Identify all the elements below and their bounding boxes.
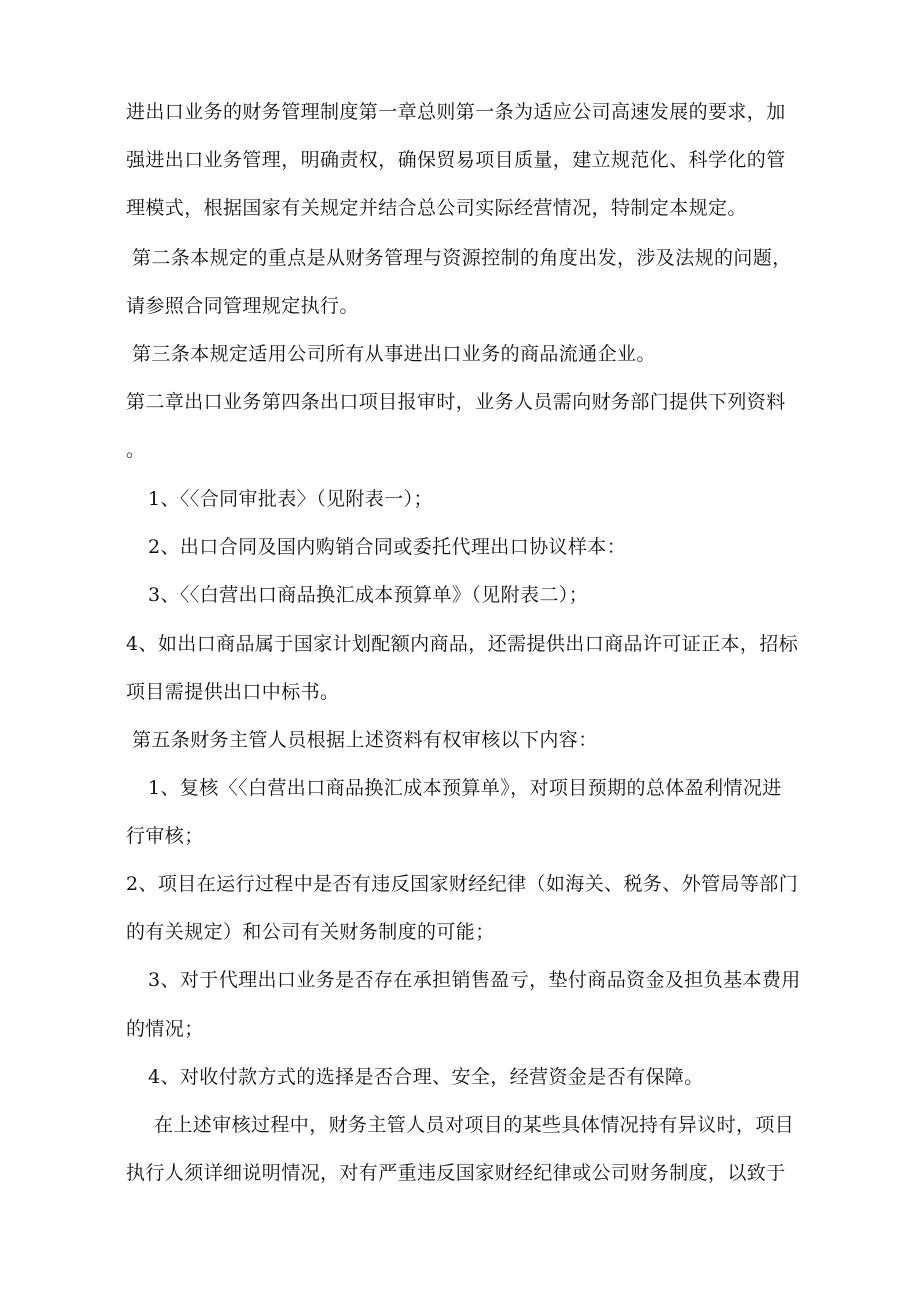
text-line: 第二条本规定的重点是从财务管理与资源控制的角度出发，涉及法规的问题， (132, 247, 792, 269)
text-line: 的有关规定）和公司有关财务制度的可能； (126, 921, 495, 943)
text-line: 1、〈〈合同审批表〉（见附表一）； (148, 488, 433, 510)
text-line: 3、〈〈白营出口商品换汇成本预算单》（见附表二）； (148, 584, 589, 606)
text-line: 3、对于代理出口业务是否存在承担销售盈亏，垫付商品资金及担负基本费用 (148, 969, 801, 991)
text-line: 行审核； (126, 825, 204, 847)
text-line: 的情况； (126, 1018, 204, 1040)
text-line: 4、对收付款方式的选择是否合理、安全，经营资金是否有保障。 (148, 1066, 704, 1088)
text-line: 第三条本规定适用公司所有从事进出口业务的商品流通企业。 (132, 343, 656, 365)
text-line: 1、复核〈〈白营出口商品换汇成本预算单》，对项目预期的总体盈利情况进 (148, 777, 782, 799)
text-line: 。 (126, 439, 146, 461)
text-line: 第五条财务主管人员根据上述资料有权审核以下内容： (132, 729, 598, 751)
text-line: 2、项目在运行过程中是否有违反国家财经纪律（如海关、税务、外管局等部门 (126, 873, 799, 895)
text-line: 4、如出口商品属于国家计划配额内商品，还需提供出口商品许可证正本，招标 (126, 633, 799, 655)
text-line: 请参照合同管理规定执行。 (126, 295, 359, 317)
text-line: 进出口业务的财务管理制度第一章总则第一条为适应公司高速发展的要求，加 (126, 101, 786, 123)
text-line: 2、出口合同及国内购销合同或委托代理出口协议样本： (148, 536, 627, 558)
text-line: 强进出口业务管理，明确责权，确保贸易项目质量，建立规范化、科学化的管 (126, 149, 786, 171)
text-line: 执行人须详细说明情况，对有严重违反国家财经纪律或公司财务制度，以致于 (126, 1162, 786, 1184)
text-line: 项目需提供出口中标书。 (126, 681, 340, 703)
text-line: 理模式，根据国家有关规定并结合总公司实际经营情况，特制定本规定。 (126, 197, 747, 219)
text-line: 第二章出口业务第四条出口项目报审时，业务人员需向财务部门提供下列资料 (126, 391, 786, 413)
text-line: 在上述审核过程中，财务主管人员对项目的某些具体情况持有异议时，项目 (154, 1114, 795, 1136)
